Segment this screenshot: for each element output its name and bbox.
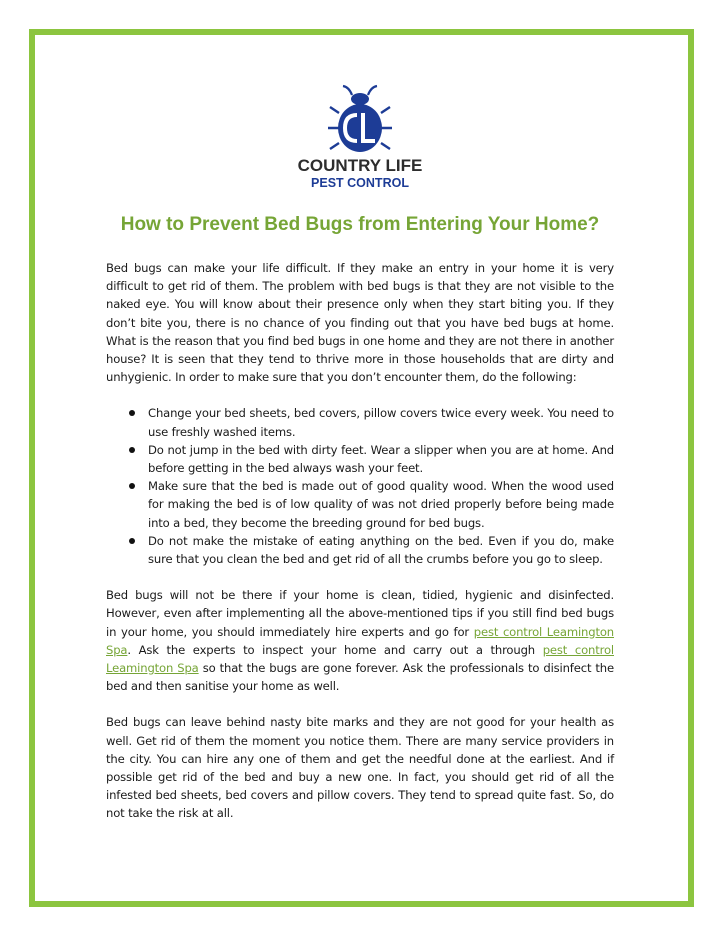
logo-line2: PEST CONTROL <box>311 176 409 190</box>
bullet-icon <box>129 483 135 489</box>
experts-text-2: . Ask the experts to inspect your home and carry out a through <box>127 642 543 657</box>
logo-line1: COUNTRY LIFE <box>297 156 423 175</box>
list-item <box>106 532 614 568</box>
legs-left <box>328 107 339 149</box>
list-item-text: Change your bed sheets, bed covers, pillow covers twice every week. You need to use freshly washed items. <box>148 406 614 439</box>
experts-paragraph <box>106 586 614 695</box>
antenna-left <box>343 86 352 95</box>
list-item-text: Do not make the mistake of eating anything on the bed. Even if you do, make sure that you clean the bed and get rid of all the crumbs before you go to sleep. <box>148 533 614 567</box>
article-body <box>106 259 614 823</box>
pest-control-link-2[interactable]: pest control Leamington Spa <box>106 642 614 676</box>
logo-graphic <box>297 83 423 191</box>
experts-text-3: so that the bugs are gone forever. Ask the professionals to disinfect the bed and then sanitise your home as well. <box>106 661 614 694</box>
antenna-right <box>368 86 377 95</box>
list-item-text: Make sure that the bed is made out of good quality wood. When the wood used for making the bed is of low quality of was not dried properly before being made into a bed, they become the breeding ground for bed bugs. <box>148 479 614 530</box>
closing-paragraph: Bed bugs can leave behind nasty bite marks and they are not good for your health as well. Get rid of them the moment you notice them. There are many service providers in the city. You can hire any one of them and get the needful done at the earliest. And if possible get rid of the bed and buy a new one. In fact, you should get rid of all the infested bed sheets, bed covers and pillow covers. They tend to spread quite fast. So, do not take the risk at all. <box>106 715 614 821</box>
list-item <box>106 441 614 477</box>
prevention-list <box>106 404 614 568</box>
bullet-icon <box>129 538 135 544</box>
list-item-text: Do not jump in the bed with dirty feet. Wear a slipper when you are at home. And before getting in the bed always wash your feet. <box>148 442 614 476</box>
country-life-logo <box>297 83 423 191</box>
pest-control-link-1[interactable]: pest control Leamington Spa <box>106 624 615 657</box>
legs-right <box>381 107 392 149</box>
intro-paragraph: Bed bugs can make your life difficult. If they make an entry in your home it is very difficult to get rid of them. The problem with bed bugs is that they are not visible to the naked eye. You will know about their presence only when they start biting you. If they don’t bite you, there is no chance of you finding out that you have bed bugs at home. What is the reason that you find bed bugs in one home and they are not there in another house? It is seen that they tend to thrive more in those households that are dirty and unhygienic. In order to make sure that you don’t encounter them, do the following: <box>106 261 614 385</box>
list-item <box>106 404 614 440</box>
list-item <box>106 477 614 532</box>
experts-text-1: Bed bugs will not be there if your home is clean, tidied, hygienic and disinfected. However, even after implementing all the above-mentioned tips if you still find bed bugs in your home, you should immediately hire experts and go for <box>106 588 614 639</box>
bullet-icon <box>129 447 135 453</box>
bug-head <box>351 93 369 105</box>
page-title: How to Prevent Bed Bugs from Entering Your Home? <box>120 214 600 235</box>
bullet-icon <box>129 410 135 416</box>
